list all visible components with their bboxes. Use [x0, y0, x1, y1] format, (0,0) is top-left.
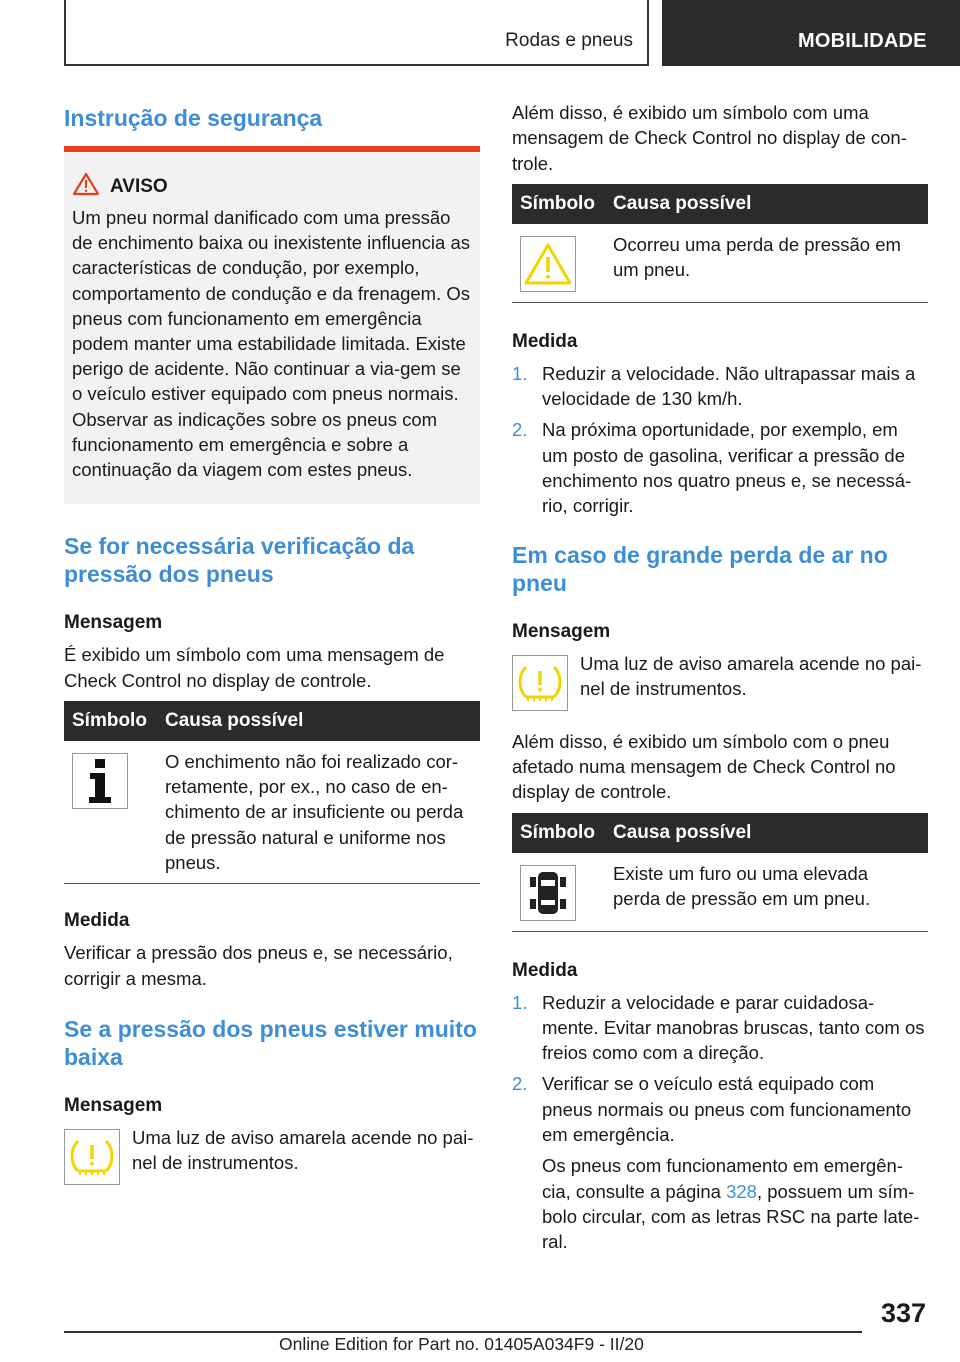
step-number: 1. [512, 991, 528, 1013]
step-number: 2. [512, 419, 528, 441]
message-text: Uma luz de aviso amarela acende no pai-nel de instrumentos. [580, 652, 922, 699]
warning-box [64, 146, 480, 504]
table-cause-text: Existe um furo ou uma elevada perda de pressão em um pneu. [605, 853, 928, 932]
measure2-steps [512, 990, 928, 1148]
rsc-note [512, 1153, 928, 1254]
table-header-cause: Causa possível [605, 184, 928, 224]
page-number: 337 [880, 1298, 926, 1328]
message-row [512, 651, 928, 711]
table-header-cause: Causa possível [605, 813, 928, 853]
rsc-note-after: , possuem um sím-bolo circular, com as letras RSC na parte late-ral. [542, 1180, 920, 1253]
symbol-table-check [64, 701, 480, 884]
header-chapter-tab: MOBILIDADE [662, 0, 960, 66]
also-text: Além disso, é exibido um símbolo com o pneu afetado numa mensagem de Check Control no display de controle. [512, 730, 896, 803]
step-text: Verificar se o veículo está equipado com pneus normais ou pneus com funcionamento em emergência. [542, 1073, 912, 1146]
list-item [512, 417, 928, 518]
footer-edition: Online Edition for Part no. 01405A034F9 - II/20 [279, 1334, 644, 1354]
warning-text: Um pneu normal danificado com uma pressão de enchimento baixa ou inexistente influencia as características de condução, por exemplo, comportamento de condução e da frenagem. Os pneus com funcionamento em emergência podem manter uma estabilidade limitada. Existe perigo de acidente. Não continuar a via-gem se o veículo estiver equipado com pneus normais. Observar as indicações sobre os pneus com funcionamento em emergência e sobre a continuação da viagem com estes pneus. [72, 207, 471, 481]
page-reference-link[interactable]: 328 [726, 1180, 757, 1202]
warning-triangle-icon [72, 172, 100, 201]
measure-text: Verificar a pressão dos pneus e, se necessário, corrigir a mesma. [64, 942, 453, 989]
message2-text: Uma luz de aviso amarela acende no pai-nel de instrumentos. [132, 1126, 474, 1174]
info-i-icon [72, 753, 128, 809]
step-number: 1. [512, 362, 528, 384]
tire-pressure-warning-icon [512, 655, 568, 711]
heading-low-pressure: Se a pressão dos pneus estiver muito baixa [64, 1015, 477, 1070]
list-item [512, 990, 928, 1066]
symbol-table-pressure-loss [512, 184, 928, 303]
message2-row [64, 1125, 480, 1185]
measure1-steps [512, 361, 928, 519]
yellow-warning-triangle-icon [520, 236, 576, 292]
symbol-table-puncture [512, 813, 928, 932]
measure1-heading: Medida [512, 330, 578, 352]
tire-pressure-warning-icon [64, 1129, 120, 1185]
warning-label: AVISO [110, 175, 168, 197]
step-number: 2. [512, 1073, 528, 1095]
message-heading: Mensagem [512, 620, 611, 642]
header-section-box [64, 0, 649, 66]
rsc-note-before: Os pneus com funcionamento em emergên-cia, consulte a página [542, 1155, 903, 1202]
heading-big-air-loss: Em caso de grande perda de ar no pneu [512, 541, 888, 596]
heading-safety: Instrução de segurança [64, 105, 323, 131]
footer-divider [64, 1331, 862, 1333]
left-column [64, 100, 480, 1185]
car-tires-icon [520, 865, 576, 921]
heading-check-pressure: Se for necessária verificação da pressão dos pneus [64, 533, 415, 588]
table-row [512, 853, 928, 932]
header-section-title: Rodas e pneus [505, 30, 633, 51]
table-cause-text: Ocorreu uma perda de pressão em um pneu. [605, 224, 928, 303]
table-row [512, 224, 928, 303]
table-header-symbol: Símbolo [512, 184, 605, 224]
table-cause-text: O enchimento não foi realizado cor-retamente, por ex., no caso de en-chimento de ar insuficiente ou perda de pressão natural e uniforme nos pneus. [157, 741, 480, 884]
table-row [64, 741, 480, 884]
list-item [512, 1071, 928, 1147]
warning-header [72, 172, 472, 201]
measure-heading: Medida [64, 910, 130, 932]
table-header-cause: Causa possível [157, 701, 480, 741]
step-text: Na próxima oportunidade, por exemplo, em um posto de gasolina, verificar a pressão de enchimento nos quatro pneus e, se necessá-rio, corrigir. [542, 419, 912, 517]
measure2-heading: Medida [512, 959, 578, 981]
message-text: É exibido um símbolo com uma mensagem de Check Control no display de controle. [64, 644, 445, 691]
list-item [512, 361, 928, 412]
table-header-symbol: Símbolo [512, 813, 605, 853]
right-column [512, 100, 928, 1255]
step-text: Reduzir a velocidade e parar cuidadosa-mente. Evitar manobras bruscas, tanto com os freios como com a direção. [542, 991, 925, 1064]
intro-text: Além disso, é exibido um símbolo com uma mensagem de Check Control no display de con-trole. [512, 102, 907, 174]
table-header-symbol: Símbolo [64, 701, 157, 741]
message2-heading: Mensagem [64, 1094, 163, 1116]
step-text: Reduzir a velocidade. Não ultrapassar mais a velocidade de 130 km/h. [542, 362, 916, 410]
message-heading: Mensagem [64, 612, 163, 634]
